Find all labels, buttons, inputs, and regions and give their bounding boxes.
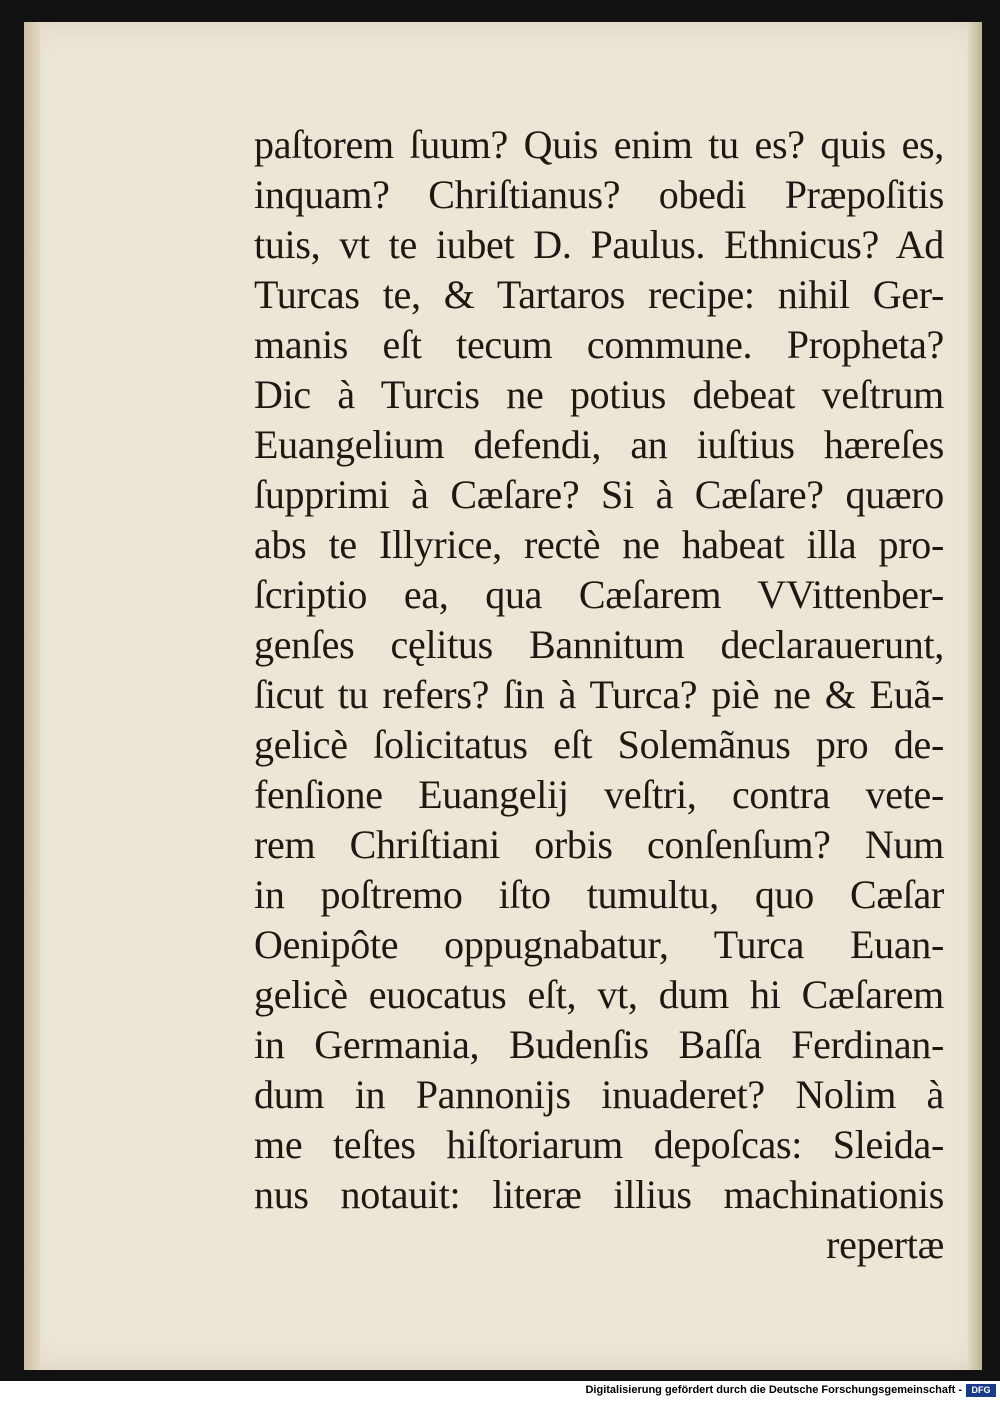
page-edge-left <box>24 22 40 1370</box>
text-line: inquam? Chriſtianus? obedi Præpoſitis <box>254 172 944 217</box>
footer-credit: Digitalisierung gefördert durch die Deutsche Forschungsgemeinschaft - <box>585 1384 962 1396</box>
text-line: gelicè ſolicitatus eſt Solemãnus pro de- <box>254 722 944 767</box>
digitization-footer <box>0 1381 1000 1401</box>
text-line: Dic à Turcis ne potius debeat veſtrum <box>254 372 944 417</box>
text-line: in Germania, Budenſis Baſſa Ferdinan- <box>254 1022 944 1067</box>
text-line: abs te Illyrice, rectè ne habeat illa pro- <box>254 522 944 567</box>
text-line: in poſtremo iſto tumultu, quo Cæſar <box>254 872 944 917</box>
text-line: ſicut tu refers? ſin à Turca? piè ne & Euã- <box>254 672 944 717</box>
text-line: fenſione Euangelij veſtri, contra vete- <box>254 772 944 817</box>
text-line: paſtorem ſuum? Quis enim tu es? quis es, <box>254 122 944 167</box>
text-line: dum in Pannonijs inuaderet? Nolim à <box>254 1072 944 1117</box>
catchword: repertæ <box>826 1222 944 1267</box>
text-line: gelicè euocatus eſt, vt, dum hi Cæſarem <box>254 972 944 1017</box>
text-line: Euangelium defendi, an iuſtius hæreſes <box>254 422 944 467</box>
text-line: ſupprimi à Cæſare? Si à Cæſare? quæro <box>254 472 944 517</box>
text-line: Oenipôte oppugnabatur, Turca Euan- <box>254 922 944 967</box>
page-edge-right <box>968 22 982 1370</box>
text-line: me teſtes hiſtoriarum depoſcas: Sleida- <box>254 1122 944 1167</box>
text-line: rem Chriſtiani orbis conſenſum? Num <box>254 822 944 867</box>
text-line: manis eſt tecum commune. Propheta? <box>254 322 944 367</box>
page-text <box>254 120 944 1270</box>
dfg-logo-icon: DFG <box>966 1384 996 1397</box>
text-line: genſes cęlitus Bannitum declarauerunt, <box>254 622 944 667</box>
text-line: Turcas te, & Tartaros recipe: nihil Ger- <box>254 272 944 317</box>
text-line: ſcriptio ea, qua Cæſarem VVittenber- <box>254 572 944 617</box>
text-line: tuis, vt te iubet D. Paulus. Ethnicus? Ad <box>254 222 944 267</box>
text-line: nus notauit: literæ illius machinationis <box>254 1172 944 1217</box>
